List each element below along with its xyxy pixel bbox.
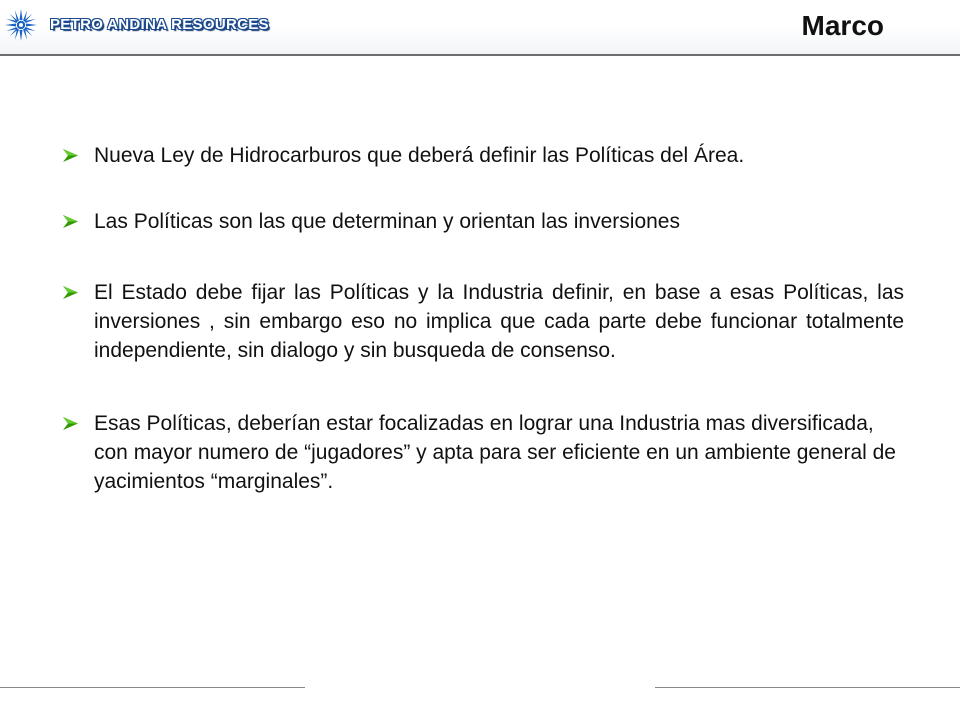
arrow-bullet-icon [62, 214, 79, 229]
footer-divider-right [655, 687, 960, 688]
sunburst-icon [4, 8, 38, 42]
bullet-text: El Estado debe fijar las Políticas y la Industria definir, en base a esas Políticas, las inversiones , sin embargo eso no implica que cada parte debe funcionar totalmente independiente, sin dialogo y sin busqueda de consenso. [94, 281, 904, 362]
bullet-text: Nueva Ley de Hidrocarburos que deberá definir las Políticas del Área. [94, 144, 745, 167]
arrow-bullet-icon [62, 148, 79, 163]
bullet-text: Esas Políticas, deberían estar focalizadas en lograr una Industria mas diversificada, con mayor numero de “jugadores” y apta para ser eficiente en un ambiente general de yacimientos “marginales”. [94, 412, 896, 493]
footer-divider-left [0, 687, 305, 688]
header-divider [0, 54, 960, 56]
brand-name: PETRO ANDINA RESOURCES [50, 16, 269, 33]
page-title: Marco [801, 10, 884, 41]
bullet-list [62, 141, 904, 496]
bullet-item [62, 141, 904, 170]
bullet-item [62, 409, 904, 496]
arrow-bullet-icon [62, 416, 79, 431]
bullet-item [62, 207, 904, 236]
bullet-text: Las Políticas son las que determinan y orientan las inversiones [94, 210, 680, 233]
arrow-bullet-icon [62, 285, 79, 300]
bullet-item [62, 278, 904, 365]
